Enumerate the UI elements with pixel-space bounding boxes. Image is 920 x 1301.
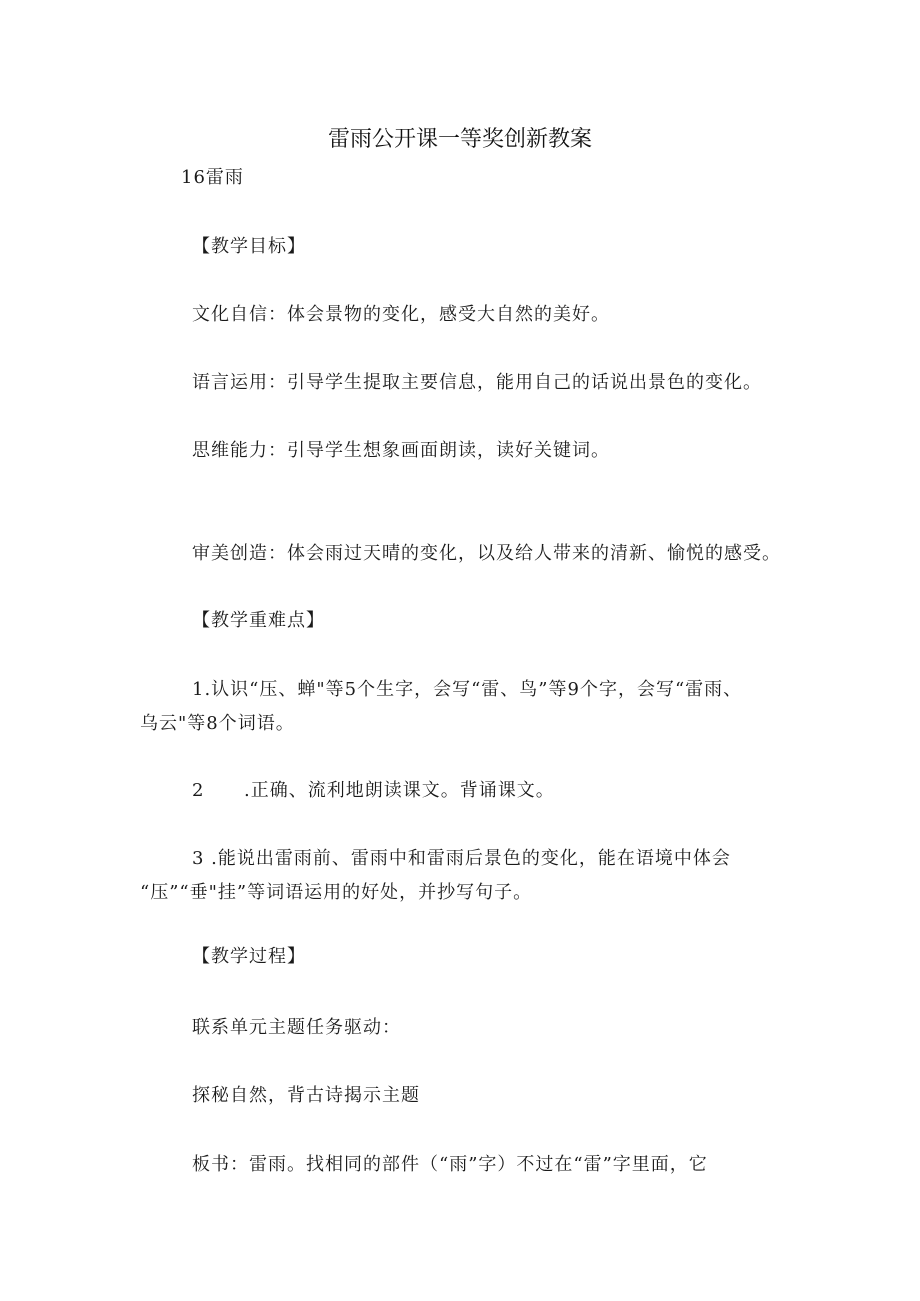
key-points-heading: 【教学重难点】 [192, 610, 325, 631]
process-step-board: 板书：雷雨。找相同的部件（“雨”字）不过在“雷”字里面，它 [192, 1154, 708, 1175]
key-point-3-line-1: 3 .能说出雷雨前、雷雨中和雷雨后景色的变化，能在语境中体会 [192, 848, 731, 869]
document-title: 雷雨公开课一等奖创新教案 [327, 127, 592, 152]
key-point-1-line-2: 乌云"等8个词语。 [140, 713, 295, 734]
goal-language: 语言运用：引导学生提取主要信息，能用自己的话说出景色的变化。 [192, 372, 762, 393]
key-point-1-line-1: 1.认识“压、蝉"等5个生字，会写“雷、鸟”等9个字，会写“雷雨、 [192, 679, 743, 700]
goal-aesthetics: 审美创造：体会雨过天晴的变化，以及给人带来的清新、愉悦的感受。 [192, 543, 781, 564]
goal-culture: 文化自信：体会景物的变化，感受大自然的美好。 [192, 304, 610, 325]
process-step-explore: 探秘自然，背古诗揭示主题 [192, 1085, 420, 1106]
key-point-3-line-2: “压”“垂"挂”等词语运用的好处，并抄写句子。 [140, 882, 533, 903]
goal-thinking: 思维能力：引导学生想象画面朗读，读好关键词。 [192, 440, 610, 461]
lesson-number: 16雷雨 [181, 167, 244, 188]
key-point-2-text: .正确、流利地朗读课文。背诵课文。 [244, 780, 555, 801]
key-point-2-number: 2 [192, 780, 205, 801]
process-step-theme: 联系单元主题任务驱动： [192, 1017, 401, 1038]
process-heading: 【教学过程】 [192, 946, 306, 967]
goals-heading: 【教学目标】 [192, 236, 306, 257]
